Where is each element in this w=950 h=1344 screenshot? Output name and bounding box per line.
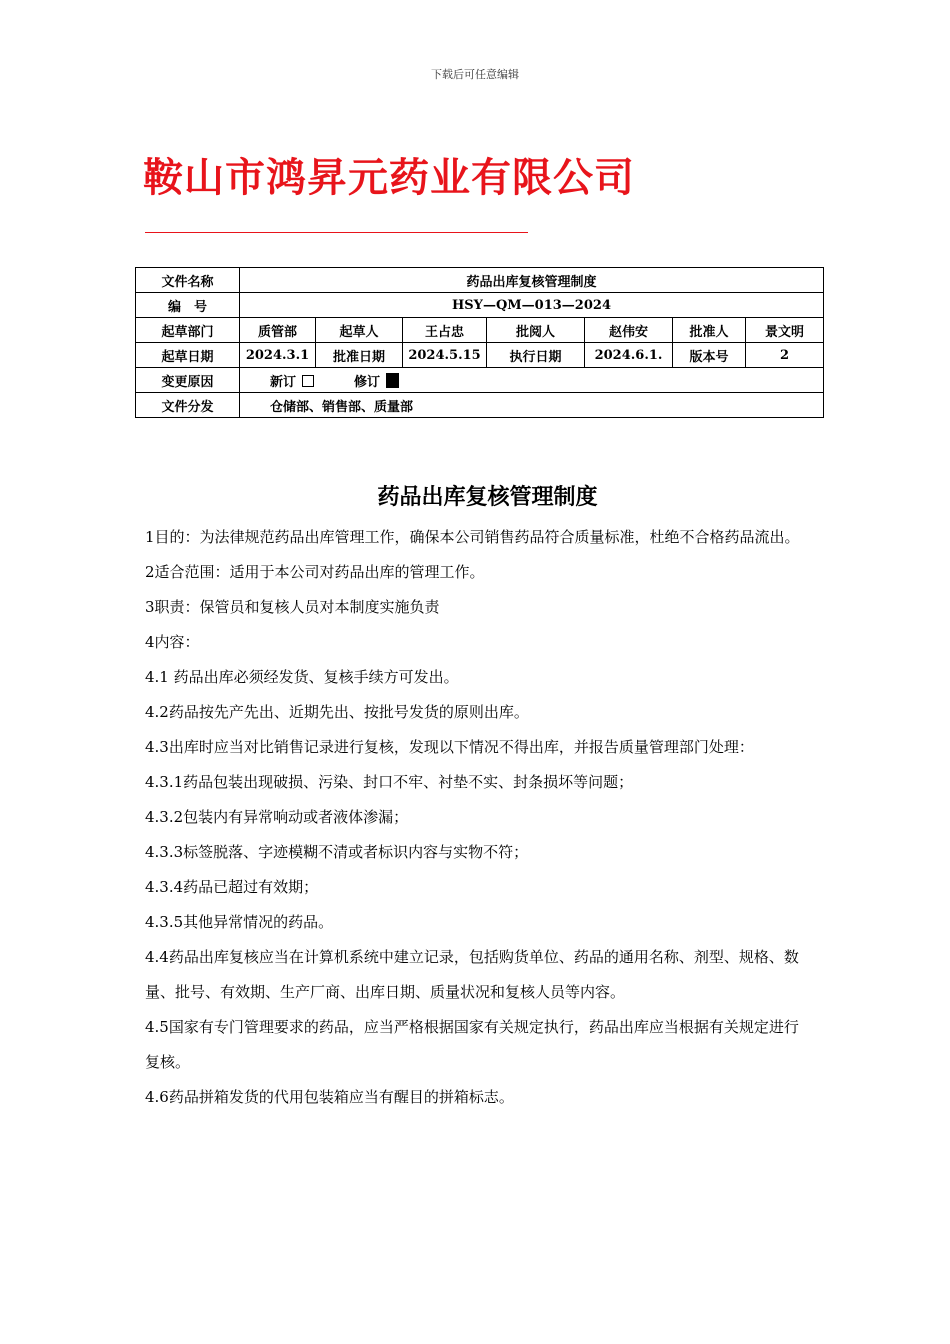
paragraph-4-4: 4.4药品出库复核应当在计算机系统中建立记录，包括购货单位、药品的通用名称、剂型、规格、数量、批号、有效期、生产厂商、出库日期、质量状况和复核人员等内容。 [145, 948, 799, 1001]
number-label: 编 号 [136, 293, 240, 318]
change-reason-label: 变更原因 [136, 368, 240, 393]
company-name: 鞍山市鸿昇元药业有限公司 [143, 155, 635, 201]
version-value: 2 [746, 343, 824, 368]
draft-date-value: 2024.3.1 [240, 343, 316, 368]
exec-date-label: 执行日期 [487, 343, 585, 368]
approve-date-value: 2024.5.15 [403, 343, 487, 368]
exec-date-value: 2024.6.1. [585, 343, 673, 368]
change-new-label: 新订 [270, 374, 297, 390]
table-row [136, 293, 824, 318]
approver-value: 景文明 [746, 318, 824, 343]
draft-dept-value: 质管部 [240, 318, 316, 343]
draft-dept-label: 起草部门 [136, 318, 240, 343]
paragraph-4-3-3: 4.3.3标签脱落、字迹模糊不清或者标识内容与实物不符； [145, 843, 529, 861]
paragraph-responsibility: 3职责：保管员和复核人员对本制度实施负责 [145, 598, 440, 616]
approve-date-label: 批准日期 [316, 343, 403, 368]
table-row [136, 343, 824, 368]
paragraph-4-3-5: 4.3.5其他异常情况的药品。 [145, 913, 334, 931]
paragraph-4-3-2: 4.3.2包装内有异常响动或者液体渗漏； [145, 808, 409, 826]
header-note: 下载后可任意编辑 [431, 68, 519, 81]
document-body [145, 520, 810, 1115]
revise-checkbox[interactable] [386, 373, 399, 388]
reviewer-label: 批阅人 [487, 318, 585, 343]
table-row [136, 368, 824, 393]
paragraph-4-1: 4.1 药品出库必须经发货、复核手续方可发出。 [145, 668, 459, 686]
paragraph-4-3-4: 4.3.4药品已超过有效期； [145, 878, 319, 896]
table-row [136, 393, 824, 418]
new-checkbox[interactable] [302, 375, 314, 387]
number-value: HSY—QM—013—2024 [240, 293, 824, 318]
drafter-value: 王占忠 [403, 318, 487, 343]
drafter-label: 起草人 [316, 318, 403, 343]
table-row [136, 318, 824, 343]
paragraph-4-2: 4.2药品按先产先出、近期先出、按批号发货的原则出库。 [145, 703, 529, 721]
document-info-table [135, 267, 824, 418]
paragraph-purpose: 1目的：为法律规范药品出库管理工作，确保本公司销售药品符合质量标准，杜绝不合格药品流出。 [145, 528, 800, 546]
paragraph-4-3-1: 4.3.1药品包装出现破损、污染、封口不牢、衬垫不实、封条损坏等问题； [145, 773, 634, 791]
version-label: 版本号 [673, 343, 746, 368]
distribution-value: 仓储部、销售部、质量部 [240, 393, 824, 418]
change-reason-value [240, 368, 824, 393]
paragraph-4-3: 4.3出库时应当对比销售记录进行复核，发现以下情况不得出库，并报告质量管理部门处理： [145, 738, 754, 756]
paragraph-content-heading: 4内容： [145, 633, 200, 651]
file-name-label: 文件名称 [136, 268, 240, 293]
paragraph-scope: 2适合范围：适用于本公司对药品出库的管理工作。 [145, 563, 485, 581]
table-row [136, 268, 824, 293]
paragraph-4-6: 4.6药品拼箱发货的代用包装箱应当有醒目的拼箱标志。 [145, 1088, 514, 1106]
approver-label: 批准人 [673, 318, 746, 343]
paragraph-4-5: 4.5国家有专门管理要求的药品，应当严格根据国家有关规定执行，药品出库应当根据有关规定进行复核。 [145, 1018, 799, 1071]
distribution-label: 文件分发 [136, 393, 240, 418]
document-title: 药品出库复核管理制度 [377, 485, 598, 510]
draft-date-label: 起草日期 [136, 343, 240, 368]
file-name-value: 药品出库复核管理制度 [240, 268, 824, 293]
header-divider [145, 232, 528, 233]
change-revise-label: 修订 [354, 374, 381, 390]
reviewer-value: 赵伟安 [585, 318, 673, 343]
